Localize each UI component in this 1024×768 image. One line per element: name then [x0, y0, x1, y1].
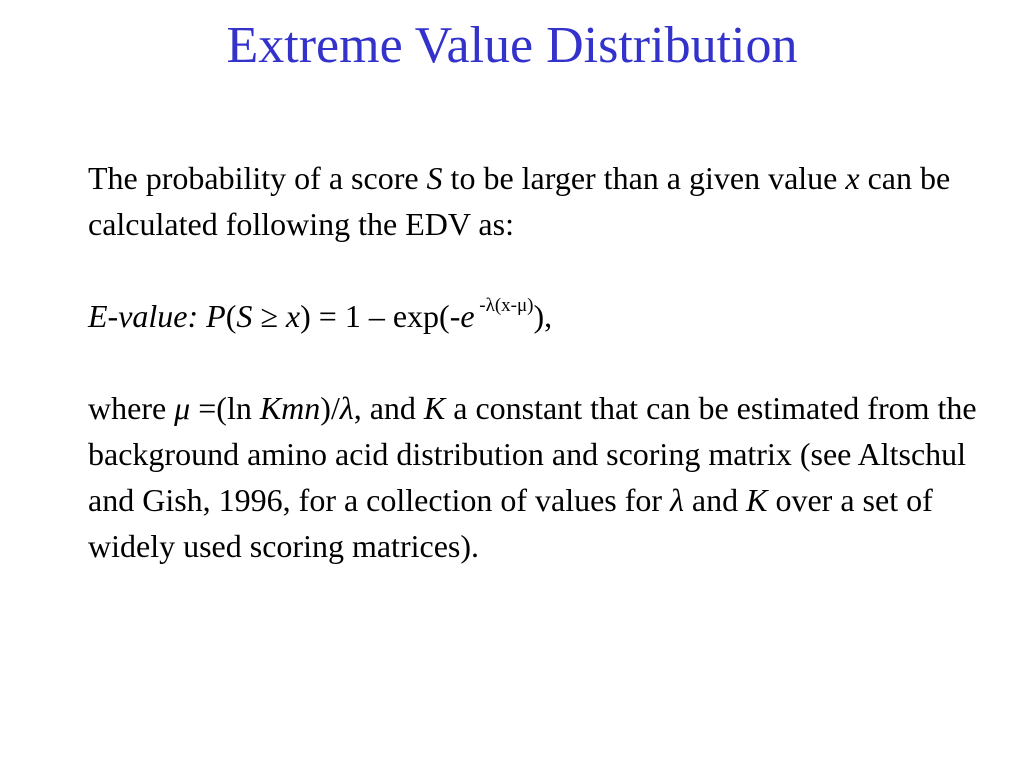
symbol-lambda: λ: [339, 390, 354, 426]
definition-text-2: =(ln: [190, 390, 260, 426]
variable-x: x: [845, 160, 860, 196]
definition-text-6: and: [683, 482, 747, 518]
intro-paragraph: [88, 155, 988, 247]
formula-line: [88, 293, 988, 339]
paragraph-gap: [88, 339, 988, 385]
paragraph-gap: [88, 247, 988, 293]
definition-paragraph: [88, 385, 988, 569]
formula-e: e: [460, 298, 475, 334]
formula-close: ),: [533, 298, 553, 334]
formula-p: P: [206, 298, 226, 334]
formula-exponent: -λ(x-μ): [474, 295, 534, 317]
intro-text-1: The probability of a score: [88, 160, 427, 196]
intro-text-2: to be larger than a given value: [442, 160, 846, 196]
definition-text-1: where: [88, 390, 175, 426]
symbol-kmn: Kmn: [259, 390, 321, 426]
symbol-lambda-2: λ: [670, 482, 684, 518]
symbol-mu: μ: [174, 390, 191, 426]
definition-text-5: a constant that can be estimated from the background amino acid distribution and scoring matrix (see Altschul and Gish, 1996, for a collection of values for: [88, 390, 977, 518]
formula-open-paren: (: [225, 298, 237, 334]
intro-text-3: can be calculated following the EDV as:: [88, 160, 951, 242]
definition-text-4: , and: [353, 390, 424, 426]
formula-ge: ≥: [252, 298, 286, 334]
formula-rhs: ) = 1 – exp(-: [300, 298, 461, 334]
symbol-k-2: K: [746, 482, 768, 518]
slide-body: [88, 155, 988, 569]
symbol-k: K: [423, 390, 446, 426]
definition-text-7: over a set of widely used scoring matrices).: [88, 482, 933, 564]
slide-title: Extreme Value Distribution: [226, 17, 798, 74]
variable-s: S: [426, 160, 443, 196]
formula-x: x: [285, 298, 301, 334]
formula-s: S: [236, 298, 253, 334]
definition-text-3: )/: [320, 390, 340, 426]
formula-label: E-value:: [88, 298, 207, 334]
